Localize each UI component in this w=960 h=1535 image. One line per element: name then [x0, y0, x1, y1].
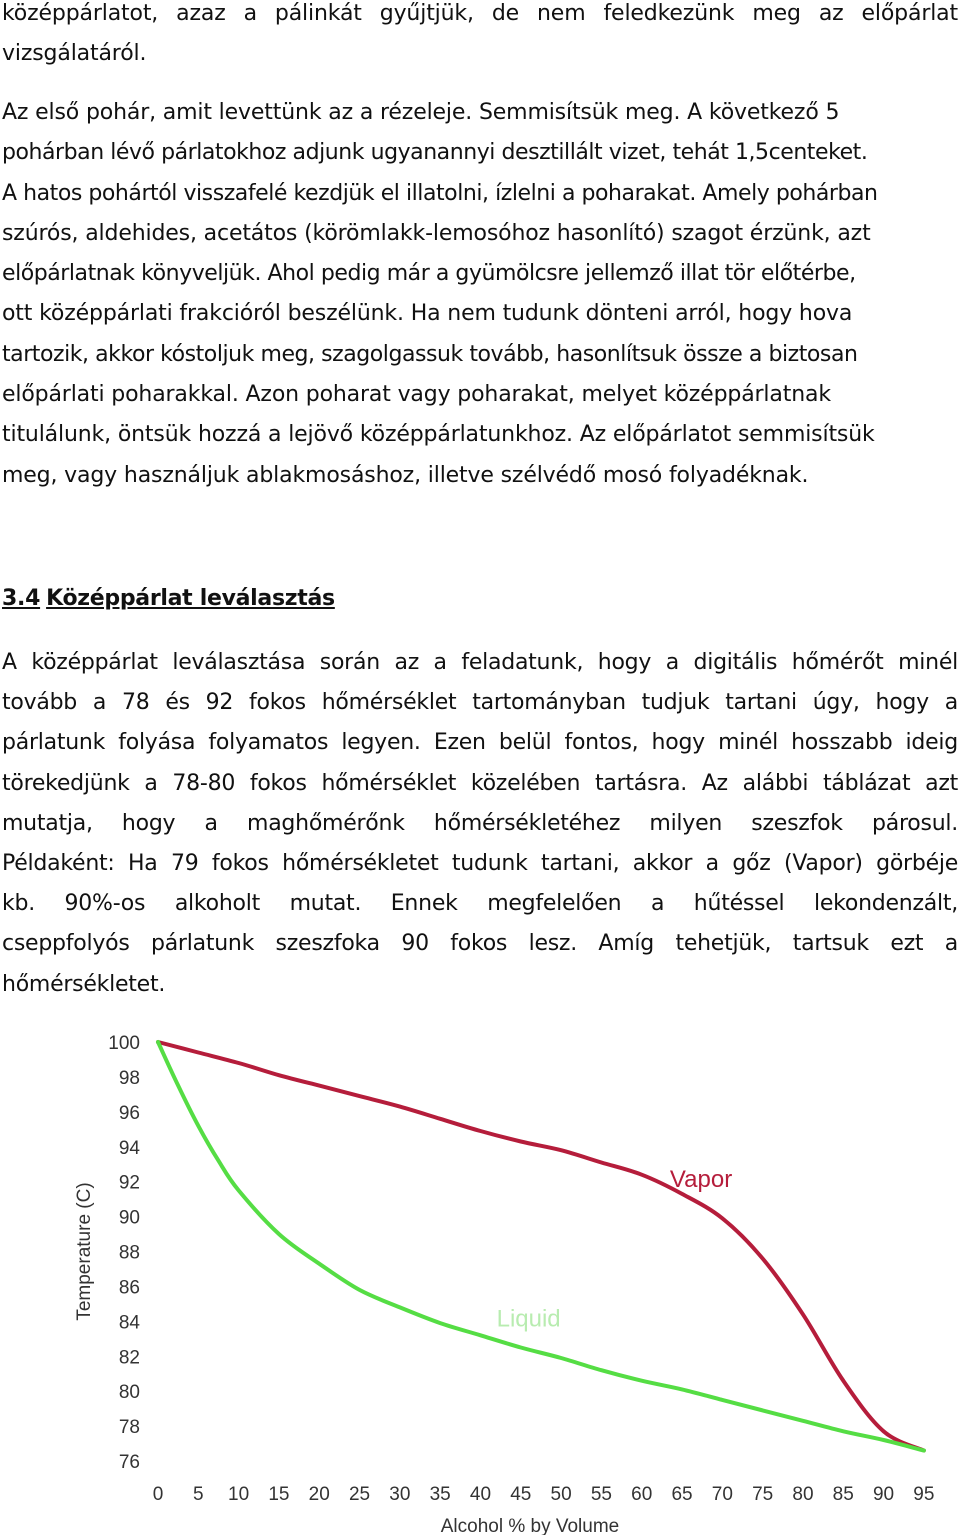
x-tick-label: 80: [792, 1484, 814, 1505]
text-line: pohárban lévő párlatokhoz adjunk ugyanannyi desztillált vizet, tehát 1,5centeket.: [2, 140, 868, 166]
text-line: középpárlatot, azaz a pálinkát gyűjtjük, de nem feledkezünk meg az előpárlat: [2, 1, 958, 26]
chart-series: [158, 1042, 924, 1451]
text-line: Az első pohár, amit levettünk az a rézeleje. Semmisítsük meg. A következő 5: [2, 100, 840, 125]
y-tick-label: 100: [108, 1033, 140, 1054]
vapor-label: Vapor: [669, 1165, 733, 1193]
x-tick-label: 45: [510, 1484, 532, 1505]
text-line: tovább a 78 és 92 fokos hőmérséklet tartományban tudjuk tartani úgy, hogy a: [2, 690, 958, 716]
text-line: A középpárlat leválasztása során az a feladatunk, hogy a digitális hőmérőt minél: [2, 650, 958, 675]
x-tick-label: 90: [872, 1484, 895, 1505]
text-line: Példaként: Ha 79 fokos hőmérsékletet tudunk tartani, akkor a gőz (Vapor) görbéje: [2, 850, 958, 876]
y-tick-label: 92: [118, 1172, 140, 1194]
paragraph-1: [2, 0, 958, 75]
paragraph-3: [2, 643, 958, 1005]
chart-labels: [74, 1166, 732, 1535]
text-line: vizsgálatáról.: [2, 41, 147, 67]
text-line: előpárlatnak könyveljük. Ahol pedig már a gyümölcsre jellemző illat tör előtérbe,: [2, 261, 856, 287]
x-tick-label: 30: [389, 1484, 411, 1505]
y-tick-label: 82: [118, 1347, 140, 1369]
text-line: titulálunk, öntsük hozzá a lejövő középpárlatunkhoz. Az előpárlatot semmisítsük: [2, 422, 875, 448]
y-tick-label: 90: [118, 1207, 140, 1229]
paragraph-2: [2, 93, 958, 496]
x-tick-label: 70: [711, 1484, 733, 1505]
x-tick-label: 25: [348, 1484, 371, 1505]
x-tick-label: 50: [550, 1484, 572, 1505]
x-tick-label: 85: [832, 1484, 854, 1505]
boiling-point-chart: [60, 1025, 960, 1535]
text-line: törekedjünk a 78-80 fokos hőmérséklet közelében tartásra. Az alábbi táblázat azt: [2, 770, 958, 796]
section-heading: [2, 586, 335, 611]
vapor-curve: [158, 1042, 924, 1451]
x-tick-label: 20: [308, 1484, 330, 1505]
text-line: előpárlati poharakkal. Azon poharat vagy poharakat, melyet középpárlatnak: [2, 382, 831, 408]
text-line: hőmérsékletet.: [2, 971, 166, 997]
x-tick-label: 75: [752, 1484, 774, 1505]
text-line: tartozik, akkor kóstoljuk meg, szagolgassuk tovább, hasonlítsuk össze a biztosan: [2, 341, 858, 367]
x-tick-label: 5: [193, 1484, 204, 1505]
x-tick-label: 95: [913, 1484, 935, 1505]
x-tick-label: 60: [631, 1484, 653, 1505]
section-title: Középpárlat leválasztás: [46, 586, 335, 611]
text-line: mutatja, hogy a maghőmérőnk hőmérsékletéhez milyen szeszfok párosul.: [2, 810, 958, 836]
x-tick-label: 55: [590, 1484, 612, 1505]
y-tick-label: 94: [118, 1137, 140, 1159]
y-tick-label: 98: [118, 1067, 140, 1089]
text-line: szúrós, aldehides, acetátos (körömlakk-lemosóhoz hasonlító) szagot érzünk, azt: [2, 220, 871, 246]
liquid-curve: [158, 1042, 924, 1451]
text-line: A hatos pohártól visszafelé kezdjük el illatolni, ízlelni a poharakat. Amely pohárban: [2, 180, 878, 206]
x-tick-label: 40: [469, 1484, 492, 1505]
y-tick-label: 84: [118, 1312, 140, 1334]
y-tick-label: 88: [118, 1242, 140, 1264]
liquid-label: Liquid: [496, 1305, 561, 1333]
chart-svg: [60, 1025, 960, 1535]
y-axis-label: Temperature (C): [74, 1182, 95, 1321]
x-tick-label: 10: [228, 1484, 250, 1505]
x-tick-label: 0: [152, 1484, 164, 1505]
y-tick-label: 96: [118, 1102, 140, 1124]
text-line: meg, vagy használjuk ablakmosáshoz, illetve szélvédő mosó folyadéknak.: [2, 462, 809, 488]
text-line: párlatunk folyása folyamatos legyen. Ezen belül fontos, hogy minél hosszabb ideig: [2, 730, 958, 756]
y-tick-labels: [108, 1033, 140, 1473]
y-tick-label: 80: [118, 1382, 140, 1404]
text-line: ott középpárlati frakcióról beszélünk. Ha nem tudunk dönteni arról, hogy hova: [2, 301, 853, 327]
y-tick-label: 76: [118, 1452, 140, 1473]
text-line: kb. 90%-os alkoholt mutat. Ennek megfelelően a hűtéssel lekondenzált,: [2, 891, 958, 917]
x-tick-labels: [153, 1484, 935, 1505]
y-tick-label: 78: [118, 1417, 140, 1439]
text-line: cseppfolyós párlatunk szeszfoka 90 fokos lesz. Amíg tehetjük, tartsuk ezt a: [2, 931, 958, 957]
x-tick-label: 35: [429, 1484, 451, 1505]
x-axis-label: Alcohol % by Volume: [440, 1516, 620, 1535]
y-tick-label: 86: [118, 1277, 140, 1299]
x-tick-label: 65: [671, 1484, 693, 1505]
x-tick-label: 15: [268, 1484, 290, 1505]
section-number: 3.4: [2, 586, 41, 611]
